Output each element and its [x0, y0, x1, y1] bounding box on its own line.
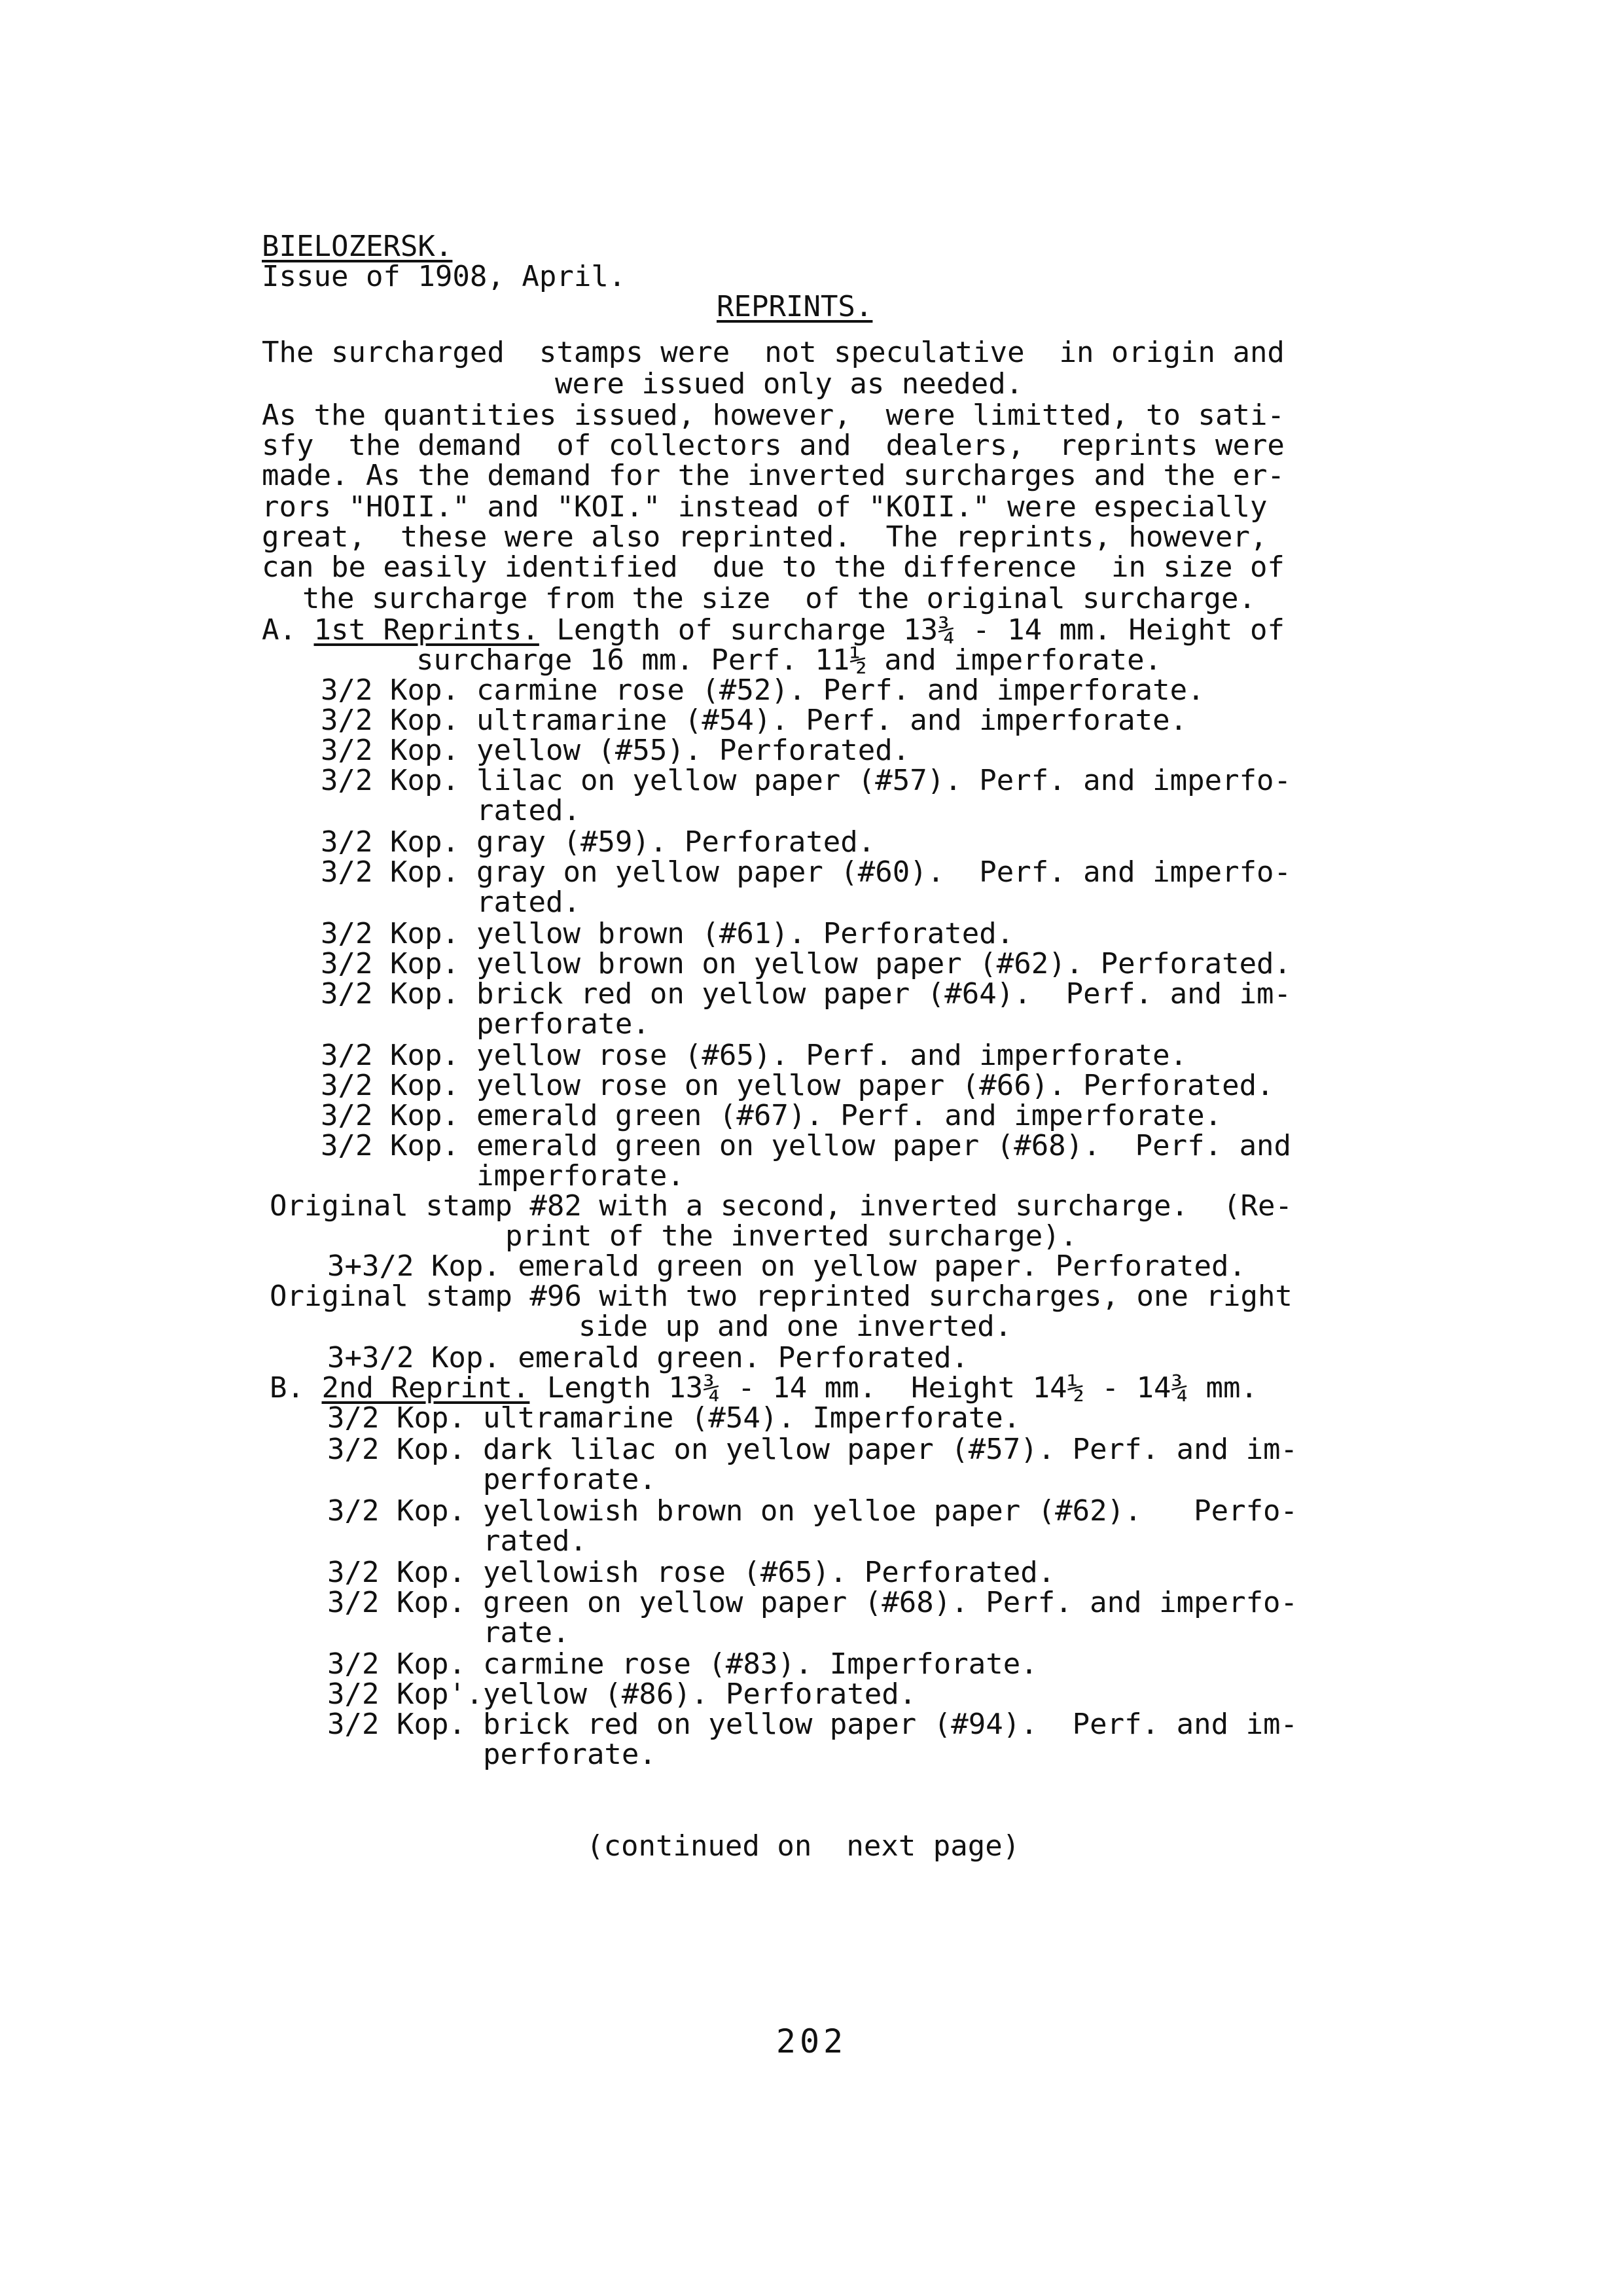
item-description: yellowish rose (#65). Perforated. [483, 1556, 1056, 1589]
item-continuation: perforate. [483, 1463, 656, 1496]
intro-line: were issued only as needed. [555, 367, 1024, 401]
denomination: 3/2 Kop. [321, 704, 459, 737]
denomination: 3/2 Kop. [321, 1039, 459, 1072]
continued-note: (continued on next page) [586, 1829, 1020, 1863]
item-description: yellow brown on yellow paper (#62). Perforated. [476, 947, 1292, 980]
item-description: yellow rose on yellow paper (#66). Perforated. [476, 1069, 1274, 1102]
list-item [327, 1433, 1298, 1466]
intro-line: rors "HOII." and "KOI." instead of "KOII." were especially [262, 490, 1268, 524]
denomination: 3/2 Kop. [327, 1647, 466, 1681]
item-description: brick red on yellow paper (#94). Perf. and im- [483, 1708, 1298, 1741]
list-item [321, 856, 1291, 889]
list-item [321, 734, 910, 767]
list-item [327, 1678, 916, 1711]
denomination: 3/2 Kop. [321, 1069, 459, 1102]
list-item [321, 1039, 1187, 1072]
item-description: ultramarine (#54). Imperforate. [483, 1401, 1021, 1435]
denomination: 3/2 Kop. [327, 1494, 466, 1528]
denomination: 3/2 Kop. [321, 977, 459, 1011]
list-item [321, 674, 1205, 707]
intro-line: the surcharge from the size of the original surcharge. [302, 582, 1256, 615]
item-description: yellow brown (#61). Perforated. [476, 917, 1014, 950]
item-description: green on yellow paper (#68). Perf. and imperfo- [483, 1586, 1298, 1619]
first-reprints-desc-cont: surcharge 16 mm. Perf. 11½ and imperforate. [416, 643, 1162, 677]
original-stamp-96: Original stamp #96 with two reprinted surcharges, one right [270, 1280, 1293, 1313]
denomination: 3/2 Kop. [327, 1401, 466, 1435]
item-description: yellow (#86). Perforated. [483, 1677, 917, 1711]
page-number: 202 [776, 2022, 847, 2060]
original-stamp-96-cont: side up and one inverted. [579, 1310, 1012, 1343]
list-item [321, 1069, 1274, 1102]
denomination: 3/2 Kop. [327, 1556, 466, 1589]
list-item [321, 948, 1291, 980]
second-reprint-header [270, 1372, 1258, 1405]
list-item [327, 1648, 1038, 1681]
item-description: gray on yellow paper (#60). Perf. and imperfo- [476, 855, 1292, 889]
denomination: 3/2 Kop. [321, 855, 459, 889]
intro-line: can be easily identified due to the difference in size of [262, 550, 1285, 584]
denomination: 3/2 Kop. [321, 917, 459, 950]
intro-line: The surcharged stamps were not speculative in origin and [262, 336, 1285, 369]
item-continuation: imperforate. [476, 1159, 685, 1193]
item-description: carmine rose (#52). Perf. and imperforate. [476, 673, 1205, 707]
intro-line: made. As the demand for the inverted surcharges and the er- [262, 459, 1285, 492]
item-description: yellowish brown on yelloe paper (#62). Perfo- [483, 1494, 1298, 1528]
item-description: emerald green on yellow paper (#68). Perf. and [476, 1129, 1292, 1162]
item-description: emerald green (#67). Perf. and imperforate. [476, 1099, 1222, 1132]
item-description: yellow rose (#65). Perf. and imperforate. [476, 1039, 1188, 1072]
section-title: REPRINTS. [717, 290, 873, 323]
item-continuation: perforate. [483, 1738, 656, 1771]
first-reprints-desc: Length of surcharge 13¾ - 14 mm. Height of [539, 613, 1285, 647]
item-continuation: rate. [483, 1616, 570, 1649]
list-item [327, 1495, 1298, 1528]
item-description: brick red on yellow paper (#64). Perf. and im- [476, 977, 1292, 1011]
denomination: 3/2 Kop. [327, 1433, 466, 1466]
denomination: 3/2 Kop. [321, 764, 459, 797]
list-item [321, 826, 875, 859]
list-item [327, 1402, 1020, 1435]
place-heading: BIELOZERSK. [262, 230, 453, 263]
item-description: gray (#59). Perforated. [476, 825, 876, 859]
item-description: carmine rose (#83). Imperforate. [483, 1647, 1038, 1681]
original-stamp-82-cont: print of the inverted surcharge). [505, 1219, 1078, 1253]
first-reprints-title: 1st Reprints. [313, 613, 539, 647]
intro-line: sfy the demand of collectors and dealers, reprints were [262, 429, 1285, 462]
issue-date: Issue of 1908, April. [262, 260, 626, 293]
list-item [327, 1556, 1055, 1589]
item-continuation: rated. [483, 1524, 587, 1558]
denomination: 3/2 Kop. [327, 1708, 466, 1741]
intro-line: great, these were also reprinted. The reprints, however, [262, 520, 1268, 554]
item-description: dark lilac on yellow paper (#57). Perf. and im- [483, 1433, 1298, 1466]
second-reprint-title: 2nd Reprint. [321, 1371, 530, 1405]
denomination: 3/2 Kop. [321, 825, 459, 859]
item-description: ultramarine (#54). Perf. and imperforate. [476, 704, 1188, 737]
section-marker: B. [270, 1371, 304, 1405]
denomination: 3/2 Kop. [321, 947, 459, 980]
item-continuation: perforate. [476, 1007, 650, 1041]
intro-line: As the quantities issued, however, were limitted, to sati- [262, 399, 1285, 432]
original-stamp-96-item: 3+3/2 Kop. emerald green. Perforated. [327, 1341, 969, 1374]
item-continuation: rated. [476, 794, 580, 827]
original-stamp-82-item: 3+3/2 Kop. emerald green on yellow paper. Perforated. [327, 1249, 1246, 1283]
denomination: 3/2 Kop. [327, 1586, 466, 1619]
item-description: lilac on yellow paper (#57). Perf. and imperfo- [476, 764, 1292, 797]
list-item [321, 978, 1291, 1011]
list-item [327, 1587, 1298, 1619]
list-item [321, 764, 1291, 797]
list-item [327, 1708, 1298, 1741]
first-reprints-header [262, 614, 1285, 647]
list-item [321, 1100, 1222, 1132]
original-stamp-82: Original stamp #82 with a second, inverted surcharge. (Re- [270, 1189, 1293, 1223]
denomination: 3/2 Kop'. [327, 1677, 484, 1711]
list-item [321, 918, 1014, 950]
denomination: 3/2 Kop. [321, 1099, 459, 1132]
section-marker: A. [262, 613, 296, 647]
item-description: yellow (#55). Perforated. [476, 734, 910, 767]
list-item [321, 704, 1187, 737]
item-continuation: rated. [476, 886, 580, 919]
second-reprint-desc: Length 13¾ - 14 mm. Height 14½ - 14¾ mm. [529, 1371, 1258, 1405]
list-item [321, 1130, 1291, 1162]
denomination: 3/2 Kop. [321, 673, 459, 707]
denomination: 3/2 Kop. [321, 734, 459, 767]
denomination: 3/2 Kop. [321, 1129, 459, 1162]
